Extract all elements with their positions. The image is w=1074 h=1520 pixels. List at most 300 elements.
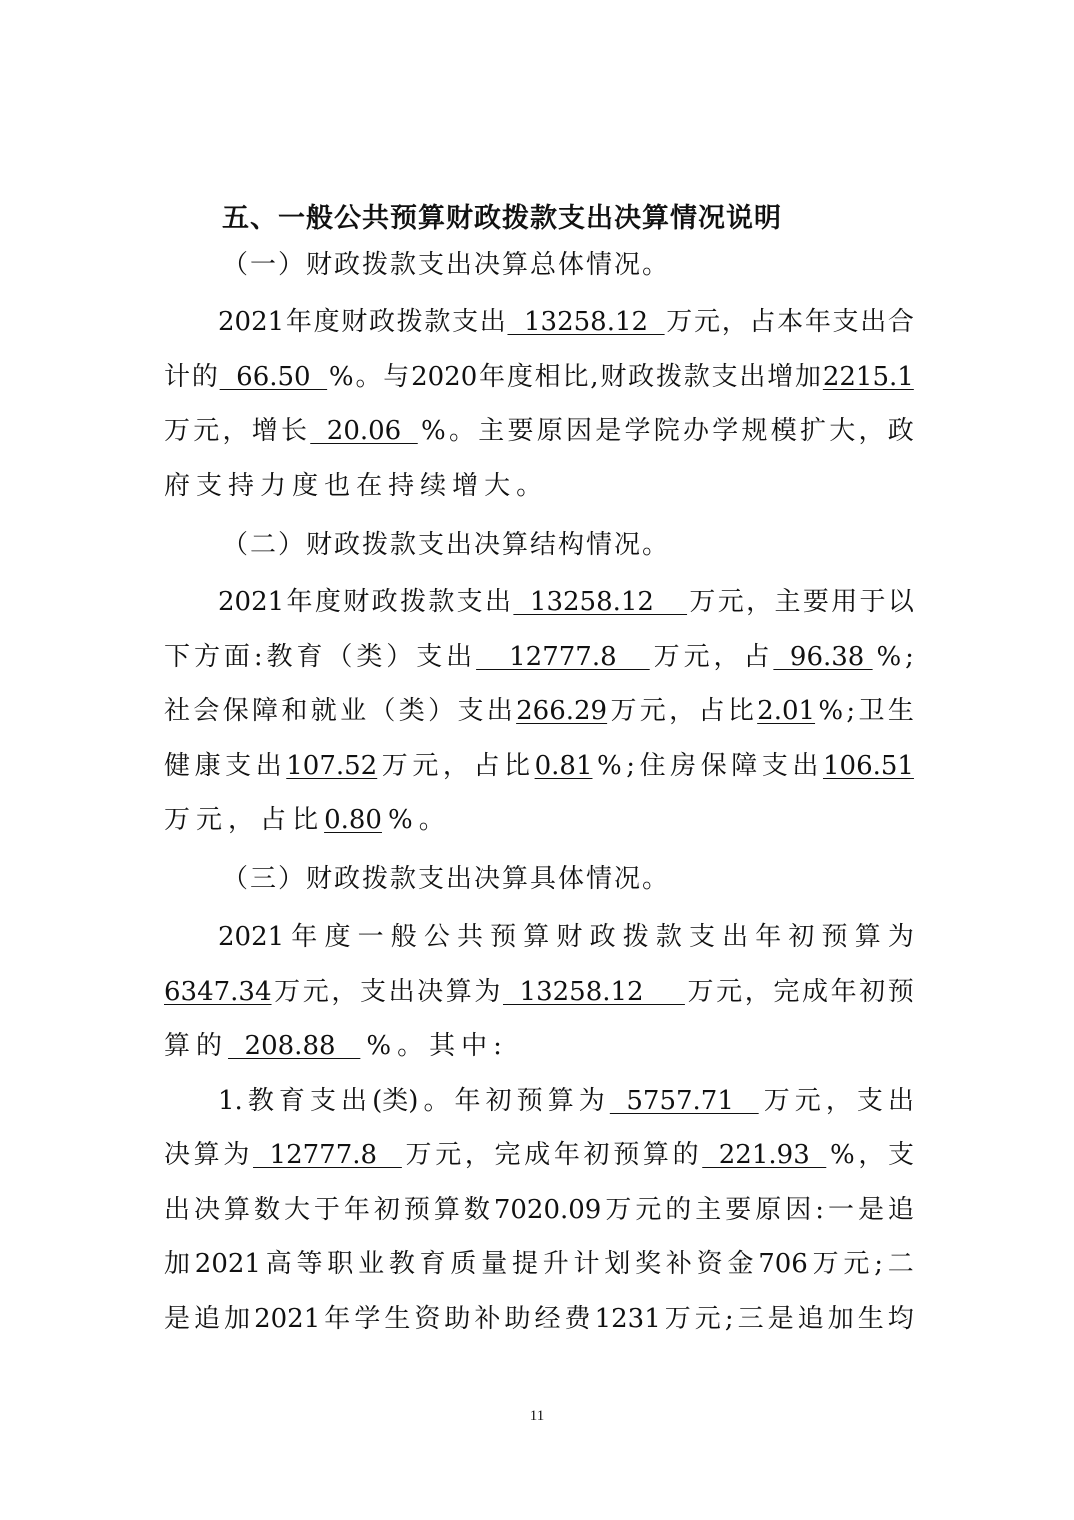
text-token: % [366, 1031, 392, 1061]
text-token: 障 [252, 696, 279, 726]
underlined-value: 66.50 [219, 361, 328, 392]
text-token: 年 [804, 307, 831, 337]
text-token: 扩 [799, 416, 826, 446]
text-token: 和 [281, 696, 308, 726]
text-token: 算 [642, 1140, 669, 1170]
underlined-value: 12777.8 [253, 1140, 402, 1170]
text-token: 奖 [635, 1249, 662, 1279]
text-token: 卫 [858, 696, 885, 726]
text-token: 比 [562, 361, 589, 392]
text-token: 完 [773, 976, 800, 1007]
text-token: 补 [665, 1249, 692, 1279]
text-token: 合 [887, 307, 914, 337]
text-token: 康 [194, 750, 221, 781]
text-token: 要 [507, 416, 534, 446]
text-token: 出 [887, 1085, 914, 1116]
underlined-value: 2215.1 [822, 361, 914, 392]
text-token: 增 [767, 361, 794, 392]
text-token: ， [744, 976, 771, 1007]
text-token: 款 [683, 361, 710, 392]
text-token: 支 [416, 641, 443, 672]
text-token: 社 [164, 696, 191, 726]
text-line [164, 295, 914, 350]
text-token: 元 [412, 750, 439, 781]
text-token: 年 [454, 1085, 481, 1116]
text-token: 的 [196, 1031, 223, 1061]
text-token: 万 [381, 750, 408, 781]
text-token: 万 [610, 696, 637, 726]
text-token: 成 [524, 1140, 551, 1170]
text-token: 占 [749, 307, 776, 337]
text-token: 支 [887, 1140, 914, 1170]
text-token: 本 [777, 307, 804, 337]
text-token: 出 [860, 307, 887, 337]
text-token: 年 [324, 1303, 351, 1334]
text-token: 度 [506, 361, 533, 392]
underlined-value: 0.81 [534, 750, 593, 781]
text-token: 府 [164, 470, 191, 501]
text-token: 拨 [655, 361, 682, 392]
text-token: : [493, 1031, 502, 1061]
text-token: 要 [725, 1194, 752, 1225]
text-token: ， [858, 1140, 885, 1170]
page-number: 11 [529, 1408, 545, 1424]
text-token: 职 [327, 1249, 354, 1279]
text-token: 初 [373, 1194, 400, 1225]
text-token: 支 [452, 307, 479, 337]
text-token: 因 [785, 1194, 812, 1225]
text-token: 万 [689, 587, 716, 617]
text-token: 拨 [396, 307, 423, 337]
text-token: ， [721, 307, 748, 337]
text-token: （ [369, 696, 396, 726]
text-token: 财 [343, 587, 370, 617]
text-token: 学 [624, 416, 651, 446]
text-token: 共 [457, 922, 484, 952]
text-token: 预 [821, 922, 848, 952]
text-line [164, 1237, 914, 1292]
text-token: 计 [164, 361, 191, 392]
text-token: 面 [223, 641, 250, 672]
text-token: 。 [397, 1031, 424, 1061]
paragraph-2 [164, 575, 914, 848]
text-token: 教 [388, 1249, 415, 1279]
text-token: 。 [355, 361, 382, 392]
text-token: 算 [223, 1194, 250, 1225]
text-token: 政 [371, 587, 398, 617]
text-token: 支 [761, 750, 788, 781]
text-token: 育 [419, 1249, 446, 1279]
text-token: 长 [281, 416, 308, 446]
text-token: 算 [523, 922, 550, 952]
text-token: 模 [770, 416, 797, 446]
text-token: 元 [683, 641, 710, 672]
text-token: 年 [479, 361, 506, 392]
text-token: 是 [857, 1194, 884, 1225]
text-token: 二 [887, 1249, 914, 1279]
text-token: 元 [435, 1140, 462, 1170]
text-token: 教 [266, 641, 293, 672]
text-token: 数 [463, 1194, 490, 1225]
text-token: ， [442, 750, 469, 781]
text-line [164, 965, 914, 1020]
underlined-value: 13258.12 [503, 976, 685, 1007]
text-token: 补 [474, 1303, 501, 1334]
text-token: 款 [428, 587, 455, 617]
text-token: 财 [341, 307, 368, 337]
subsection-title-3: （三）财政拨款支出决算具体情况。 [222, 864, 671, 894]
text-token: 2020 [411, 361, 478, 392]
text-token: 数 [253, 1194, 280, 1225]
text-token: 万 [687, 976, 714, 1007]
text-token: 年 [755, 922, 782, 952]
text-token: 款 [424, 307, 451, 337]
text-token: 教 [247, 1085, 274, 1116]
text-token: 大 [283, 1194, 310, 1225]
text-token: 主 [774, 587, 801, 617]
text-token: 量 [481, 1249, 508, 1279]
text-token: 占 [473, 750, 500, 781]
text-line [164, 575, 914, 630]
text-line [164, 739, 914, 794]
text-token: 元 [694, 1303, 721, 1334]
text-token: 持 [228, 470, 255, 501]
text-token: 出 [479, 307, 506, 337]
text-token: 般 [390, 922, 417, 952]
text-token: 加 [224, 1303, 251, 1334]
text-token: 财 [600, 361, 627, 392]
text-token: 占 [260, 805, 287, 835]
underlined-value: 13258.12 [507, 307, 665, 337]
text-token: 初 [485, 1085, 512, 1116]
text-token: 元 [694, 307, 721, 337]
underlined-value: 107.52 [286, 750, 378, 781]
text-token: 下 [164, 641, 191, 672]
underlined-value: 6347.34 [164, 976, 272, 1007]
text-token: 决 [164, 1140, 191, 1170]
text-token: 2021 [194, 1249, 261, 1279]
text-token: 健 [164, 750, 191, 781]
text-token: ， [228, 805, 255, 835]
text-token: ; [905, 641, 914, 672]
text-token: 均 [887, 1303, 914, 1334]
text-line [164, 910, 914, 965]
text-token: 度 [314, 587, 341, 617]
text-token: (类) [372, 1085, 419, 1116]
text-token: 预 [403, 1194, 430, 1225]
text-token: % [818, 696, 844, 726]
text-token: 万 [653, 641, 680, 672]
subsection-title-1: （一）财政拨款支出决算总体情况。 [222, 250, 671, 280]
text-token: 预 [887, 976, 914, 1007]
text-token: 增 [452, 470, 479, 501]
text-token: 初 [788, 922, 815, 952]
text-token: 助 [504, 1303, 531, 1334]
text-token: 助 [444, 1303, 471, 1334]
text-line [164, 459, 914, 514]
underlined-value: 96.38 [773, 641, 873, 672]
text-token: ， [331, 976, 358, 1007]
text-token: 元 [193, 416, 220, 446]
text-token: 年 [285, 307, 312, 337]
text-token: 主 [695, 1194, 722, 1225]
text-token: 力 [260, 470, 287, 501]
text-token: 为 [223, 1140, 250, 1170]
text-token: 院 [653, 416, 680, 446]
text-token: 是 [164, 1303, 191, 1334]
text-token: 年 [286, 587, 313, 617]
text-token: 2021 [218, 587, 285, 617]
underlined-value: 20.06 [310, 416, 418, 446]
text-token: 三 [737, 1303, 764, 1334]
text-token: ， [464, 1140, 491, 1170]
text-token: 比 [727, 696, 754, 726]
text-token: 万 [664, 1303, 691, 1334]
text-token: 拨 [399, 587, 426, 617]
text-token: , [590, 361, 599, 392]
text-token: ; [626, 750, 636, 781]
text-token: 其 [429, 1031, 456, 1061]
text-token: ， [858, 416, 885, 446]
text-token: 度 [292, 470, 319, 501]
text-token: 提 [511, 1249, 538, 1279]
text-token: ， [669, 696, 696, 726]
text-token: 2021 [254, 1303, 321, 1334]
text-token: 为 [887, 922, 914, 952]
text-token: % [328, 361, 354, 392]
text-token: 出 [341, 1085, 368, 1116]
text-token: 2021 [218, 307, 285, 337]
text-token: 万 [164, 416, 191, 446]
text-token: 出 [255, 750, 282, 781]
text-token: 完 [494, 1140, 521, 1170]
text-token: 续 [420, 470, 447, 501]
paragraph-1 [164, 295, 914, 513]
text-token: 万 [763, 1085, 790, 1116]
text-token: % [829, 1140, 855, 1170]
text-token: 政 [887, 416, 914, 446]
text-token: ; [724, 1303, 734, 1334]
text-token: 出 [486, 696, 513, 726]
text-token: 用 [831, 587, 858, 617]
text-line [164, 684, 914, 739]
text-token: 方 [193, 641, 220, 672]
text-token: 元 [635, 1194, 662, 1225]
text-token: 出 [739, 361, 766, 392]
text-token: 1. [218, 1085, 243, 1116]
underlined-value: 5757.71 [609, 1085, 759, 1116]
text-token: : [815, 1194, 824, 1225]
text-token: 出 [792, 750, 819, 781]
text-token: 支 [711, 361, 738, 392]
text-token: 业 [340, 696, 367, 726]
text-token: 学 [354, 1303, 381, 1334]
text-token: ， [746, 587, 773, 617]
text-token: 会 [193, 696, 220, 726]
text-token: 持 [388, 470, 415, 501]
text-token: 拨 [622, 922, 649, 952]
text-line [164, 793, 914, 848]
text-token: 706 [758, 1249, 808, 1279]
text-token: 大 [829, 416, 856, 446]
text-token: 占 [698, 696, 725, 726]
text-token: 年 [343, 1194, 370, 1225]
text-token: 元 [717, 587, 744, 617]
underlined-value: 221.93 [702, 1140, 827, 1170]
text-token: 万 [666, 307, 693, 337]
text-token: 预 [613, 1140, 640, 1170]
text-token: 支 [456, 587, 483, 617]
text-token: 为 [578, 1085, 605, 1116]
text-token: ， [825, 1085, 852, 1116]
text-token: 年 [291, 922, 318, 952]
text-token: 相 [534, 361, 561, 392]
text-token: 算 [445, 976, 472, 1007]
text-token: 万 [274, 976, 301, 1007]
text-token: 万 [164, 805, 191, 835]
text-token: 追 [887, 1194, 914, 1225]
text-token: 支 [688, 922, 715, 952]
text-token: ; [846, 696, 856, 726]
text-token: 于 [313, 1194, 340, 1225]
text-token: 生 [887, 696, 914, 726]
text-token: 升 [542, 1249, 569, 1279]
text-token: 出 [446, 641, 473, 672]
section-heading: 五、一般公共预算财政拨款支出决算情况说明 [222, 203, 782, 234]
text-token: 加 [164, 1249, 191, 1279]
text-token: 类 [356, 641, 383, 672]
underlined-value: 208.88 [228, 1031, 361, 1061]
text-token: 金 [727, 1249, 754, 1279]
text-token: 支 [196, 470, 223, 501]
text-token: 1231 [594, 1303, 661, 1334]
text-line [164, 1128, 914, 1183]
text-token: 。 [448, 416, 475, 446]
text-line [164, 1019, 914, 1074]
text-token: 元 [794, 1085, 821, 1116]
text-token: % [597, 750, 622, 781]
text-token: ; [874, 1249, 883, 1279]
text-token: 原 [755, 1194, 782, 1225]
text-token: 预 [516, 1085, 543, 1116]
text-token: 生 [384, 1303, 411, 1334]
text-token: 也 [324, 470, 351, 501]
paragraph-3 [164, 910, 914, 1346]
text-token: 初 [859, 976, 886, 1007]
text-token: 规 [741, 416, 768, 446]
text-token: 业 [358, 1249, 385, 1279]
text-token: ， [713, 641, 740, 672]
text-token: 成 [801, 976, 828, 1007]
text-token: 政 [589, 922, 616, 952]
text-token: 保 [700, 750, 727, 781]
text-token: ） [386, 641, 413, 672]
text-token: 一 [357, 922, 384, 952]
text-token: 在 [356, 470, 383, 501]
text-line [164, 1292, 914, 1347]
text-token: 出 [164, 1194, 191, 1225]
text-token: 度 [313, 307, 340, 337]
text-token: 出 [722, 922, 749, 952]
text-token: 主 [478, 416, 505, 446]
text-token: 比 [292, 805, 319, 835]
text-token: 高 [265, 1249, 292, 1279]
text-token: 追 [797, 1303, 824, 1334]
text-token: 2021 [218, 922, 285, 952]
text-token: 决 [417, 976, 444, 1007]
text-token: 政 [368, 307, 395, 337]
text-token: % [387, 805, 413, 835]
text-token: 要 [802, 587, 829, 617]
text-token: 类 [398, 696, 425, 726]
text-token: 年 [553, 1140, 580, 1170]
text-token: 元 [639, 696, 666, 726]
text-token: 算 [433, 1194, 460, 1225]
text-token: 的 [672, 1140, 699, 1170]
text-token: 算 [547, 1085, 574, 1116]
text-token: 育 [296, 641, 323, 672]
text-token: 育 [278, 1085, 305, 1116]
underlined-value: 266.29 [516, 696, 608, 726]
text-token: 度 [324, 922, 351, 952]
text-token: 元 [302, 976, 329, 1007]
text-token: % [420, 416, 446, 446]
text-token: 计 [573, 1249, 600, 1279]
text-token: 占 [743, 641, 770, 672]
text-token: % [876, 641, 902, 672]
text-token: 的 [191, 361, 218, 392]
text-token: 就 [310, 696, 337, 726]
text-token: 。 [418, 805, 445, 835]
text-token: 大 [484, 470, 511, 501]
text-token: : [253, 641, 263, 672]
text-token: 以 [887, 587, 914, 617]
subsection-title-2: （二）财政拨款支出决算结构情况。 [222, 530, 671, 560]
text-token: 万 [812, 1249, 839, 1279]
text-token: 算 [193, 1140, 220, 1170]
text-token: 。 [516, 470, 543, 501]
text-token: 加 [827, 1303, 854, 1334]
text-token: 于 [859, 587, 886, 617]
text-token: 初 [583, 1140, 610, 1170]
text-token: 财 [556, 922, 583, 952]
text-token: 因 [565, 416, 592, 446]
text-token: 障 [731, 750, 758, 781]
underlined-value: 0.80 [324, 805, 382, 835]
text-token: 决 [193, 1194, 220, 1225]
text-token: 费 [564, 1303, 591, 1334]
text-token: 资 [414, 1303, 441, 1334]
text-line [164, 1183, 914, 1238]
underlined-value: 13258.12 [513, 587, 688, 617]
text-line [164, 630, 914, 685]
text-token: ， [222, 416, 249, 446]
text-token: 学 [712, 416, 739, 446]
text-token: 支 [832, 307, 859, 337]
text-token: 算 [854, 922, 881, 952]
text-token: 住 [639, 750, 666, 781]
text-token: 一 [827, 1194, 854, 1225]
text-token: 支 [225, 750, 252, 781]
text-token: 划 [604, 1249, 631, 1279]
text-token: 增 [251, 416, 278, 446]
text-token: 加 [795, 361, 822, 392]
text-token: 中 [461, 1031, 488, 1061]
text-token: 的 [665, 1194, 692, 1225]
text-token: 年 [830, 976, 857, 1007]
text-token: 质 [450, 1249, 477, 1279]
underlined-value: 106.51 [822, 750, 914, 781]
